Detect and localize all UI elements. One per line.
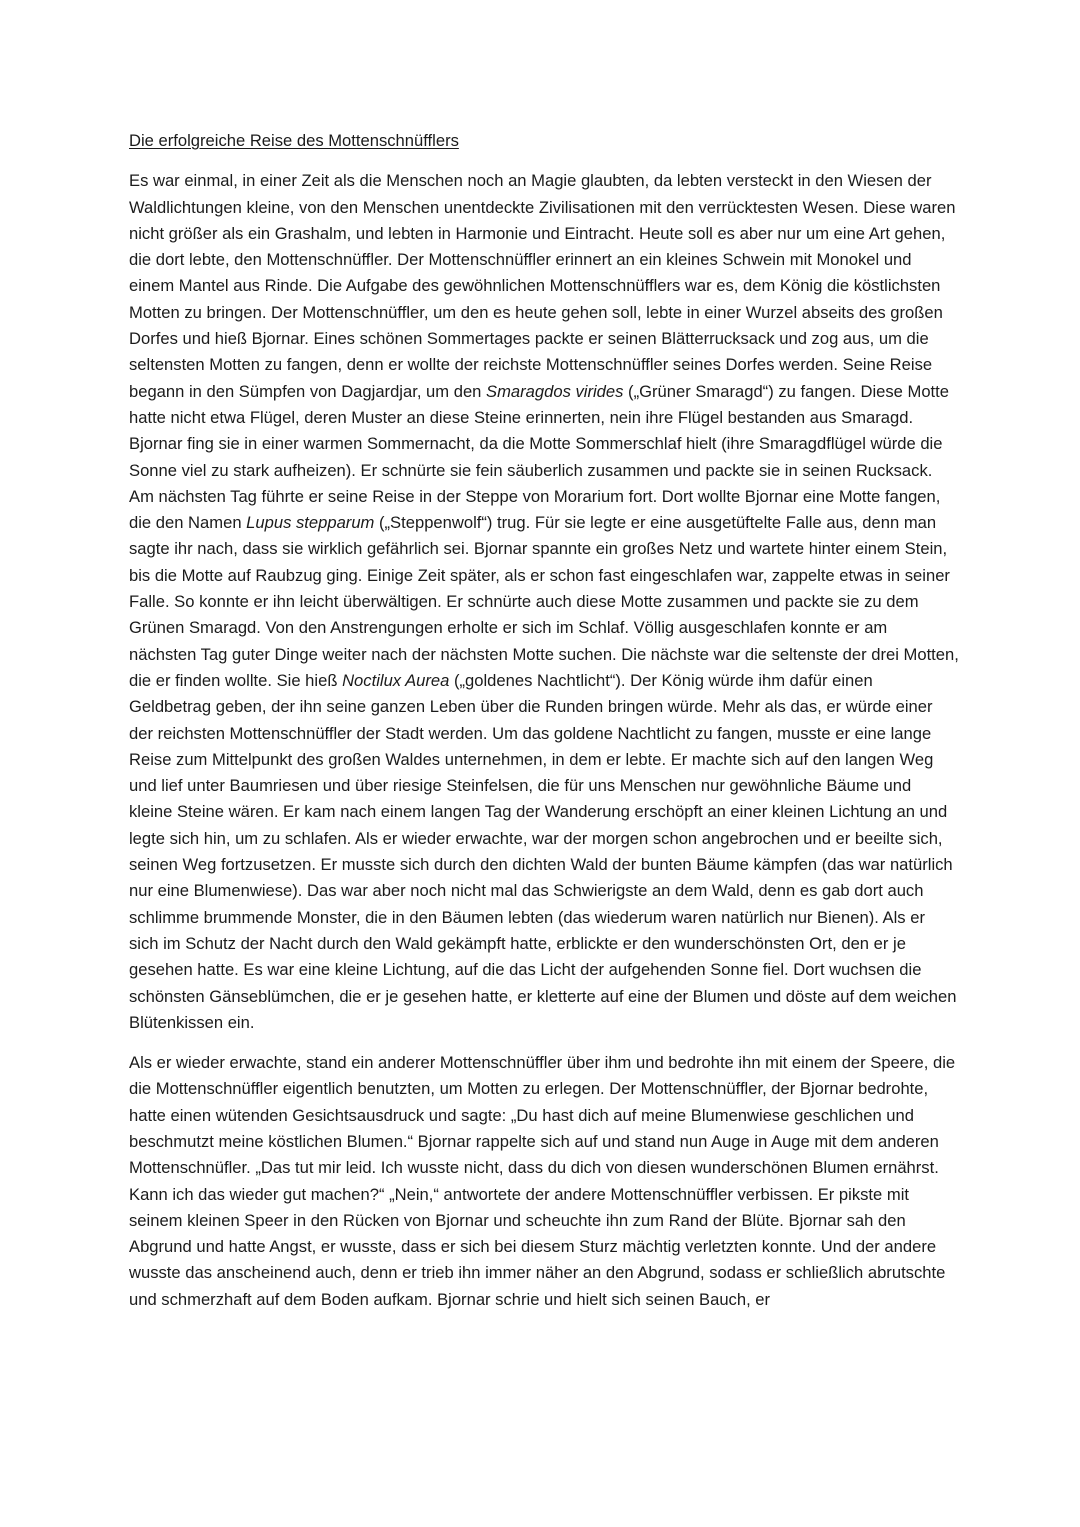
species-name-lupus-stepparum: Lupus stepparum bbox=[246, 513, 375, 533]
species-name-noctilux-aurea: Noctilux Aurea bbox=[342, 670, 450, 690]
document-body bbox=[129, 128, 959, 1327]
paragraph-1 bbox=[129, 168, 959, 1036]
species-name-smaragdos-virides: Smaragdos virides bbox=[486, 381, 624, 401]
paragraph-1-text-4: („goldenes Nachtlicht“). Der König würde ihm dafür einen Geldbetrag geben, der ihn seine ganzen Leben über die Runden bringen würde. Mehr als das, er würde einer der reichsten Mottenschnüffler der Stadt werden. Um das goldene Nachtlicht zu fangen, musste er eine lange Reise zum Mittelpunkt des großen Waldes unternehmen, in dem er lebte. Er machte sich auf den langen Weg und lief unter Baumriesen und über riesige Steinfelsen, die für uns Menschen nur gewöhnliche Bäume und kleine Steine wären. Er kam nach einem langen Tag der Wanderung erschöpft an einer kleinen Lichtung an und legte sich hin, um zu schlafen. Als er wieder erwachte, war der morgen schon angebrochen und er beeilte sich, seinen Weg fortzusetzen. Er musste sich durch den dichten Wald der bunten Bäume kämpfen (das war natürlich nur eine Blumenwiese). Das war aber noch nicht mal das Schwierigste an dem Wald, denn es gab dort auch schlimme brummende Monster, die in den Bäumen lebten (das wiederum waren natürlich nur Bienen). Als er sich im Schutz der Nacht durch den Wald gekämpft hatte, erblickte er den wunderschönsten Ort, den er je gesehen hatte. Es war eine kleine Lichtung, auf die das Licht der aufgehenden Sonne fiel. Dort wuchsen die schönsten Gänseblümchen, die er je gesehen hatte, er kletterte auf eine der Blumen und döste auf dem weichen Blütenkissen ein. bbox=[129, 670, 957, 1032]
paragraph-1-text-1: Es war einmal, in einer Zeit als die Menschen noch an Magie glaubten, da lebten versteckt in den Wiesen der Waldlichtungen kleine, von den Menschen unentdeckte Zivilisationen mit den verrücktesten Wesen. Diese waren nicht größer als ein Grashalm, und lebten in Harmonie und Eintracht. Heute soll es aber nur um eine Art gehen, die dort lebte, den Mottenschnüffler. Der Mottenschnüffler erinnert an ein kleines Schwein mit Monokel und einem Mantel aus Rinde. Die Aufgabe des gewöhnlichen Mottenschnüfflers war es, dem König die köstlichsten Motten zu bringen. Der Mottenschnüffler, um den es heute gehen soll, lebte in einer Wurzel abseits des großen Dorfes und hieß Bjornar. Eines schönen Sommertages packte er seinen Blätterrucksack und zog aus, um die seltensten Motten zu fangen, denn er wollte der reichste Mottenschnüffler seines Dorfes werden. Seine Reise begann in den Sümpfen von Dagjardjar, um den bbox=[129, 171, 956, 401]
paragraph-2: Als er wieder erwachte, stand ein anderer Mottenschnüffler über ihm und bedrohte ihn mit einem der Speere, die die Mottenschnüffler eigentlich benutzten, um Motten zu erlegen. Der Mottenschnüffler, der Bjornar bedrohte, hatte einen wütenden Gesichtsausdruck und sagte: „Du hast dich auf meine Blumenwiese geschlichen und beschmutzt meine köstlichen Blumen.“ Bjornar rappelte sich auf und stand nun Auge in Auge mit dem anderen Mottenschnüfler. „Das tut mir leid. Ich wusste nicht, dass du dich von diesen wunderschönen Blumen ernährst. Kann ich das wieder gut machen?“ „Nein,“ antwortete der andere Mottenschnüffler verbissen. Er pikste mit seinem kleinen Speer in den Rücken von Bjornar und scheuchte ihn zum Rand der Blüte. Bjornar sah den Abgrund und hatte Angst, er wusste, dass er sich bei diesem Sturz mächtig verletzten konnte. Und der andere wusste das anscheinend auch, denn er trieb ihn immer näher an den Abgrund, sodass er schließlich abrutschte und schmerzhaft auf dem Boden aufkam. Bjornar schrie und hielt sich seinen Bauch, er bbox=[129, 1053, 956, 1309]
document-title: Die erfolgreiche Reise des Mottenschnüfflers bbox=[129, 131, 459, 150]
paragraph-1-text-3: („Steppenwolf“) trug. Für sie legte er eine ausgetüftelte Falle aus, denn man sagte ihr nach, dass sie wirklich gefährlich sei. Bjornar spannte ein großes Netz und wartete hinter einem Stein, bis die Motte auf Raubzug ging. Einige Zeit später, als er schon fast eingeschlafen war, zappelte etwas in seiner Falle. So konnte er ihn leicht überwältigen. Er schnürte auch diese Motte zusammen und packte sie zu dem Grünen Smaragd. Von den Anstrengungen erholte er sich im Schlaf. Völlig ausgeschlafen konnte er am nächsten Tag guter Dinge weiter nach der nächsten Motte suchen. Die nächste war die seltenste der drei Motten, die er finden wollte. Sie hieß bbox=[129, 513, 959, 690]
paragraph-1-text-2: („Grüner Smaragd“) zu fangen. Diese Motte hatte nicht etwa Flügel, deren Muster an diese Steine erinnerten, nein ihre Flügel bestanden aus Smaragd. Bjornar fing sie in einer warmen Sommernacht, da die Motte Sommerschlaf hielt (ihre Smaragdflügel würde die Sonne viel zu stark aufheizen). Er schnürte sie fein säuberlich zusammen und packte sie in seinen Rucksack. Am nächsten Tag führte er seine Reise in der Steppe von Morarium fort. Dort wollte Bjornar eine Motte fangen, die den Namen bbox=[129, 381, 949, 533]
